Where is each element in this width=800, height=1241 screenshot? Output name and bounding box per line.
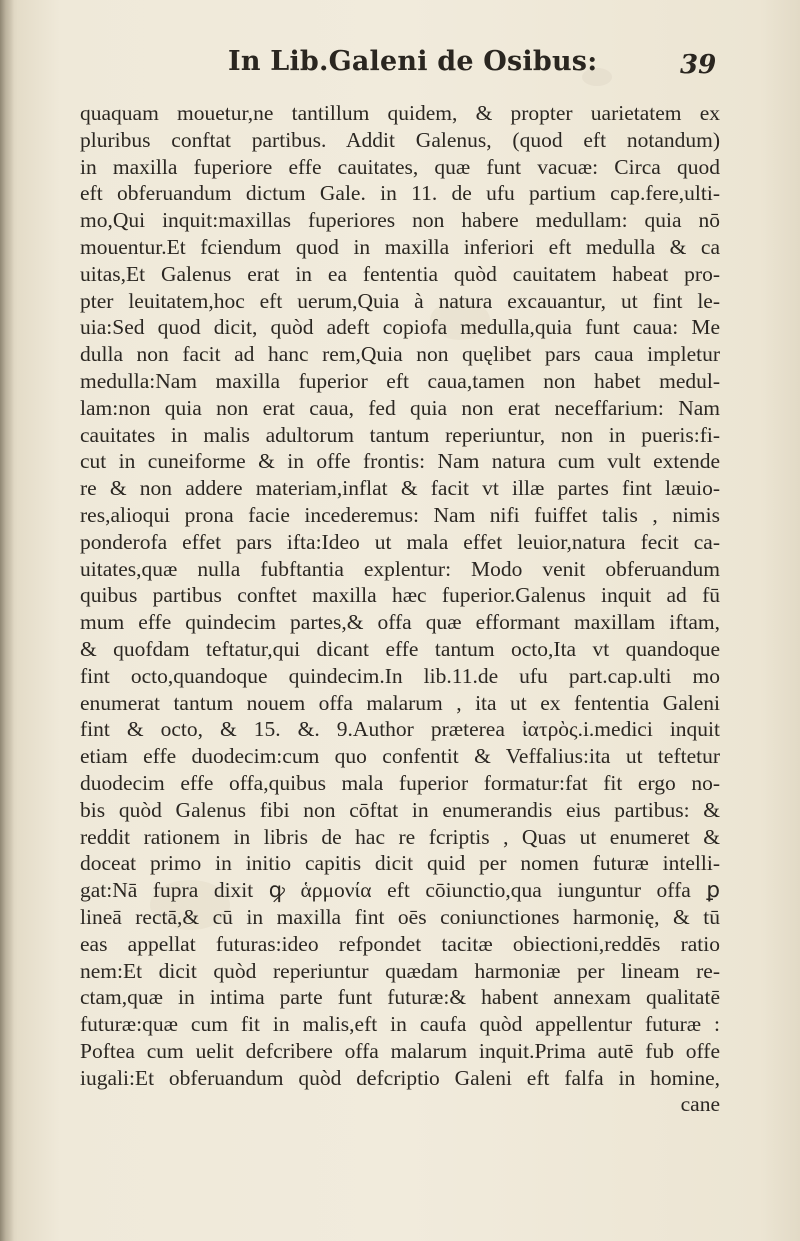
text-line: enumerat tantum nouem offa malarum , ita ut ex fententia Galeni <box>80 690 720 715</box>
text-line: mum effe quindecim partes,& offa quæ efformant maxillam iftam, <box>80 610 720 635</box>
running-head <box>0 46 800 86</box>
text-line: eas appellat futuras:ideo refpondet tacitæ obiectioni,reddēs ratio <box>80 931 720 956</box>
text-line: Poftea cum uelit defcribere offa malarum inquit.Prima autē fub offe <box>80 1038 720 1063</box>
text-line: nem:Et dicit quòd reperiuntur quædam harmoniæ per lineam re- <box>80 958 720 983</box>
text-line: fint & octo, & 15. &. 9.Author præterea ἰατρὸς.i.medici inquit <box>80 717 720 742</box>
text-line: re & non addere materiam,inflat & facit vt illæ partes fint læuio- <box>80 476 720 501</box>
text-line: pluribus conftat partibus. Addit Galenus, (quod eft notandum) <box>80 127 720 152</box>
text-line: ponderofa effet pars ifta:Ideo ut mala effet leuior,natura fecit ca- <box>80 529 720 554</box>
text-line: uitates,quæ nulla fubftantia explentur: Modo venit obferuandum <box>80 556 720 581</box>
text-line: duodecim effe offa,quibus mala fuperior formatur:fat fit ergo no- <box>80 770 720 795</box>
text-line: dulla non facit ad hanc rem,Quia non quęlibet pars caua impletur <box>80 342 720 367</box>
text-line: mouentur.Et fciendum quod in maxilla inferiori eft medulla & ca <box>80 234 720 259</box>
text-line: fint octo,quandoque quindecim.In lib.11.de ufu part.cap.ulti mo <box>80 663 720 688</box>
text-line: doceat primo in initio capitis dicit quid per nomen futuræ intelli- <box>80 851 720 876</box>
body-text <box>80 100 720 1118</box>
text-line: in maxilla fuperiore effe cauitates, quæ funt vacuæ: Circa quod <box>80 154 720 179</box>
running-title: In Lib.Galeni de Osibus: <box>228 46 598 77</box>
text-line: gat:Nā fupra dixit ꝙ ἁρμονία eft cōiunctio,qua iunguntur offa ꝑ <box>80 878 720 903</box>
text-line: medulla:Nam maxilla fuperior eft caua,tamen non habet medul- <box>80 368 720 393</box>
text-line: futuræ:quæ cum fit in malis,eft in caufa quòd appellentur futuræ : <box>80 1012 720 1037</box>
text-line: uia:Sed quod dicit, quòd adeft copiofa medulla,quia funt caua: Me <box>80 315 720 340</box>
text-line: iugali:Et obferuandum quòd defcriptio Galeni eft falfa in homine, <box>80 1065 720 1090</box>
text-line: cauitates in malis adultorum tantum reperiuntur, non in pueris:fi- <box>80 422 720 447</box>
text-line: eft obferuandum dictum Gale. in 11. de ufu partium cap.fere,ulti- <box>80 181 720 206</box>
catchword: cane <box>680 1092 720 1117</box>
text-line: bis quòd Galenus fibi non cōftat in enumerandis eius partibus: & <box>80 797 720 822</box>
page-number: 39 <box>680 50 717 80</box>
text-line: etiam effe duodecim:cum quo confentit & Veffalius:ita ut teftetur <box>80 744 720 769</box>
text-line: quibus partibus conftet maxilla hæc fuperior.Galenus inquit ad fū <box>80 583 720 608</box>
text-line: cut in cuneiforme & in offe frontis: Nam natura cum vult extende <box>80 449 720 474</box>
text-line: reddit rationem in libris de hac re fcriptis , Quas ut enumeret & <box>80 824 720 849</box>
text-line: res,alioqui prona facie incederemus: Nam nifi fuiffet talis , nimis <box>80 502 720 527</box>
text-line: pter leuitatem,hoc eft uerum,Quia à natura excauantur, ut fint le- <box>80 288 720 313</box>
text-line: lineā rectā,& cū in maxilla fint oēs coniunctiones harmonię, & tū <box>80 904 720 929</box>
text-line: quaquam mouetur,ne tantillum quidem, & propter uarietatem ex <box>80 101 720 125</box>
text-line: ctam,quæ in intima parte funt futuræ:& habent annexam qualitatē <box>80 985 720 1010</box>
text-line: uitas,Et Galenus erat in ea fententia quòd cauitatem habeat pro- <box>80 261 720 286</box>
gutter-shadow <box>0 0 14 1241</box>
text-line: lam:non quia non erat caua, fed quia non erat neceffarium: Nam <box>80 395 720 420</box>
text-line: mo,Qui inquit:maxillas fuperiores non habere medullam: quia nō <box>80 208 720 233</box>
text-line: & quofdam teftatur,qui dicant effe tantum octo,Ita vt quandoque <box>80 636 720 661</box>
